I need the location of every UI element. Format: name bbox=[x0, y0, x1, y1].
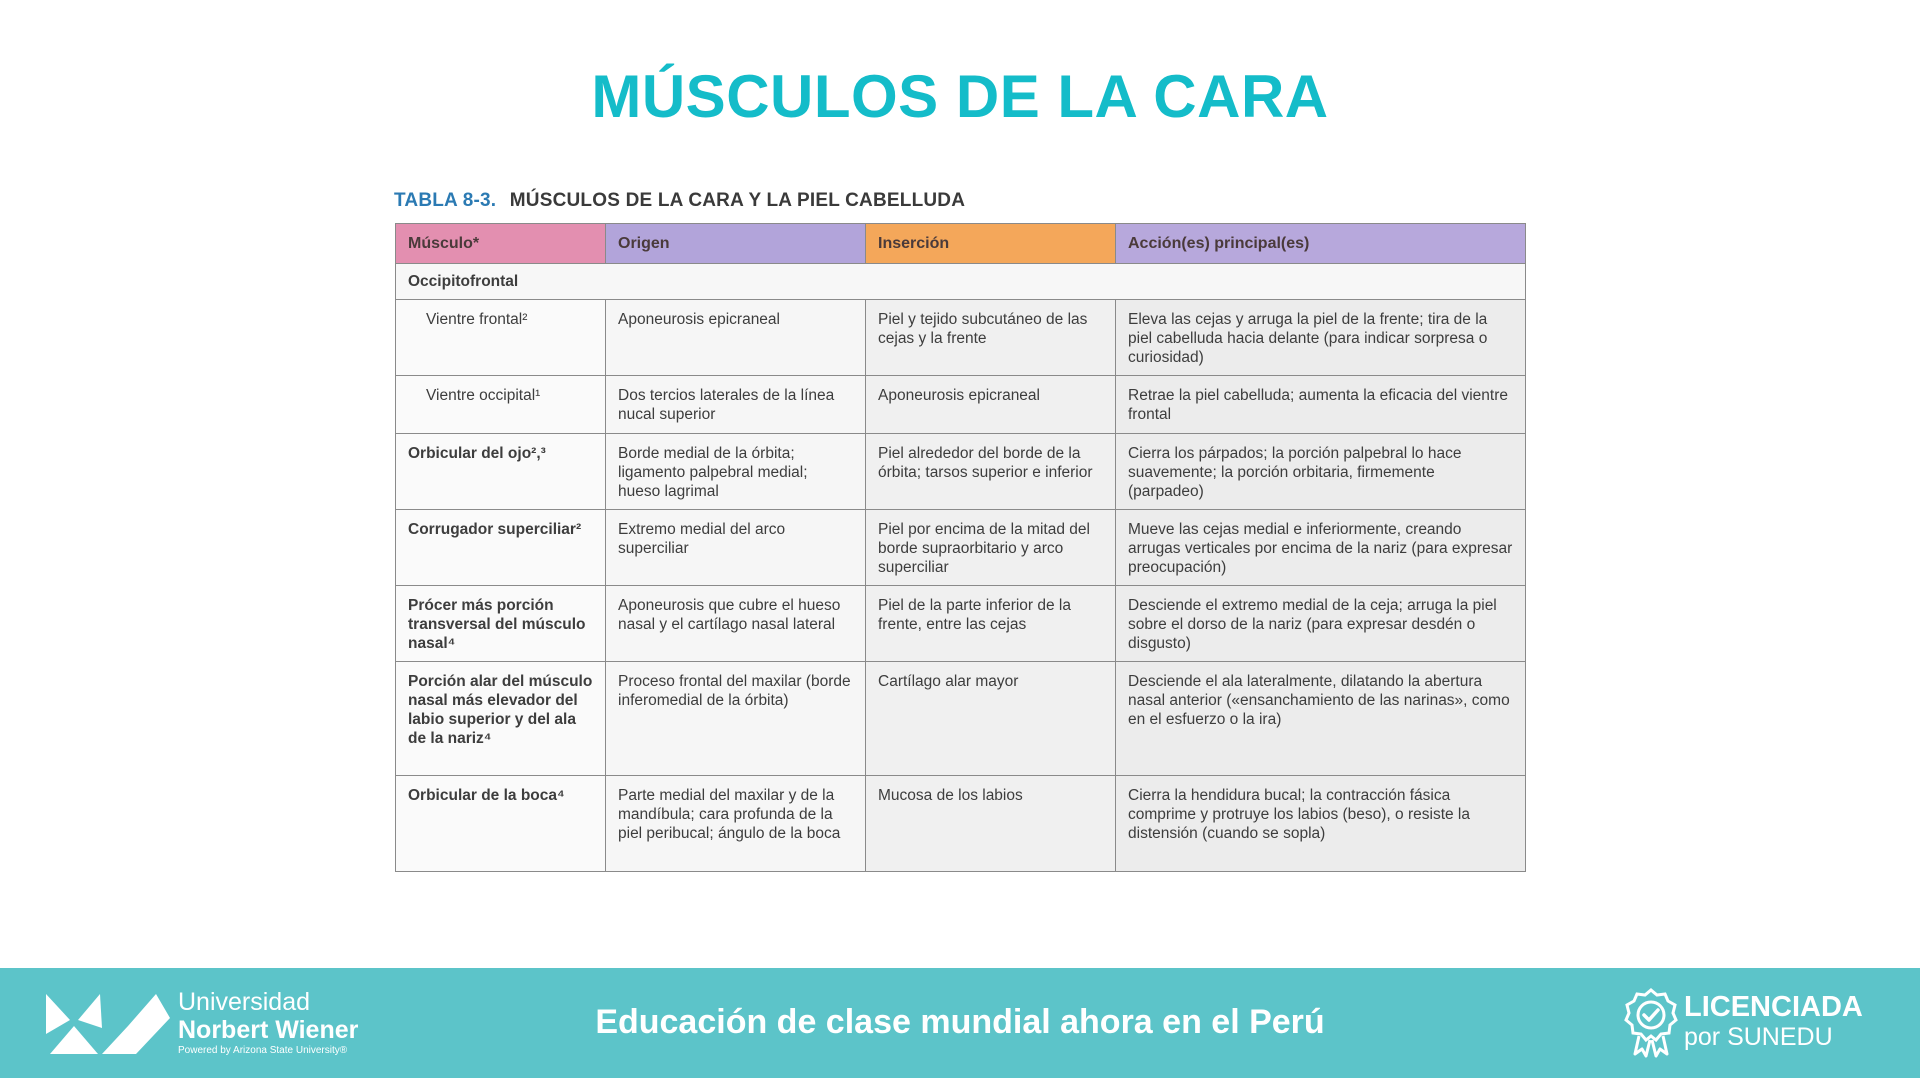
insertion-cell: Cartílago alar mayor bbox=[866, 662, 1116, 776]
muscle-cell: Prócer más porción transversal del músculo nasal⁴ bbox=[396, 586, 606, 662]
footer-slogan: Educación de clase mundial ahora en el Perú bbox=[595, 1003, 1325, 1041]
muscle-cell: Vientre occipital¹ bbox=[396, 376, 606, 434]
powered-by: Powered by Arizona State University® bbox=[178, 1045, 348, 1056]
muscle-cell: Orbicular de la boca⁴ bbox=[396, 776, 606, 872]
insertion-cell: Mucosa de los labios bbox=[866, 776, 1116, 872]
table-row bbox=[396, 434, 1526, 510]
origin-cell: Dos tercios laterales de la línea nucal superior bbox=[606, 376, 866, 434]
origin-cell: Borde medial de la órbita; ligamento palpebral medial; hueso lagrimal bbox=[606, 434, 866, 510]
footer-banner bbox=[0, 968, 1920, 1078]
insertion-cell: Aponeurosis epicraneal bbox=[866, 376, 1116, 434]
table-row bbox=[396, 776, 1526, 872]
origin-cell: Aponeurosis que cubre el hueso nasal y el cartílago nasal lateral bbox=[606, 586, 866, 662]
university-line1: Universidad bbox=[178, 988, 311, 1016]
header-muscle: Músculo* bbox=[396, 224, 606, 264]
muscle-cell: Orbicular del ojo²,³ bbox=[396, 434, 606, 510]
table-row bbox=[396, 586, 1526, 662]
table-row bbox=[396, 510, 1526, 586]
table-caption bbox=[394, 190, 965, 212]
origin-cell: Aponeurosis epicraneal bbox=[606, 300, 866, 376]
action-cell: Desciende el ala lateralmente, dilatando la abertura nasal anterior («ensanchamiento de las narinas», como en el esfuerzo o la ira) bbox=[1116, 662, 1526, 776]
table-caption-title: MÚSCULOS DE LA CARA Y LA PIEL CABELLUDA bbox=[509, 190, 966, 211]
license-line1: LICENCIADA bbox=[1684, 991, 1863, 1023]
header-insertion: Inserción bbox=[866, 224, 1116, 264]
section-occipitofrontal: Occipitofrontal bbox=[396, 264, 1526, 300]
header-action: Acción(es) principal(es) bbox=[1116, 224, 1526, 264]
insertion-cell: Piel alrededor del borde de la órbita; tarsos superior e inferior bbox=[866, 434, 1116, 510]
muscle-cell: Porción alar del músculo nasal más elevador del labio superior y del ala de la nariz⁴ bbox=[396, 662, 606, 776]
licensed-badge bbox=[1684, 992, 1863, 1052]
action-cell: Desciende el extremo medial de la ceja; arruga la piel sobre el dorso de la nariz (para expresar desdén o disgusto) bbox=[1116, 586, 1526, 662]
table-row bbox=[396, 662, 1526, 776]
slide-title: MÚSCULOS DE LA CARA bbox=[591, 63, 1329, 130]
muscle-cell: Vientre frontal² bbox=[396, 300, 606, 376]
table-section-row bbox=[396, 264, 1526, 300]
insertion-cell: Piel por encima de la mitad del borde supraorbitario y arco superciliar bbox=[866, 510, 1116, 586]
table-row bbox=[396, 300, 1526, 376]
origin-cell: Extremo medial del arco superciliar bbox=[606, 510, 866, 586]
action-cell: Eleva las cejas y arruga la piel de la frente; tira de la piel cabelluda hacia delante (para indicar sorpresa o curiosidad) bbox=[1116, 300, 1526, 376]
header-origin: Origen bbox=[606, 224, 866, 264]
university-line2: Norbert Wiener bbox=[178, 1016, 359, 1044]
origin-cell: Parte medial del maxilar y de la mandíbula; cara profunda de la piel peribucal; ángulo de la boca bbox=[606, 776, 866, 872]
sunedu-seal-icon bbox=[1624, 988, 1678, 1058]
license-line2: por SUNEDU bbox=[1684, 1023, 1833, 1051]
table-header-row bbox=[396, 224, 1526, 264]
insertion-cell: Piel de la parte inferior de la frente, entre las cejas bbox=[866, 586, 1116, 662]
action-cell: Cierra la hendidura bucal; la contracción fásica comprime y protruye los labios (beso), o resiste la distensión (cuando se sopla) bbox=[1116, 776, 1526, 872]
muscle-cell: Corrugador superciliar² bbox=[396, 510, 606, 586]
insertion-cell: Piel y tejido subcutáneo de las cejas y la frente bbox=[866, 300, 1116, 376]
action-cell: Cierra los párpados; la porción palpebral lo hace suavemente; la porción orbitaria, firmemente (parpadeo) bbox=[1116, 434, 1526, 510]
origin-cell: Proceso frontal del maxilar (borde inferomedial de la órbita) bbox=[606, 662, 866, 776]
table-row bbox=[396, 376, 1526, 434]
action-cell: Retrae la piel cabelluda; aumenta la eficacia del vientre frontal bbox=[1116, 376, 1526, 434]
table-caption-number: TABLA 8-3. bbox=[394, 190, 497, 211]
muscles-table bbox=[395, 223, 1526, 872]
action-cell: Mueve las cejas medial e inferiormente, creando arrugas verticales por encima de la nariz (para expresar preocupación) bbox=[1116, 510, 1526, 586]
